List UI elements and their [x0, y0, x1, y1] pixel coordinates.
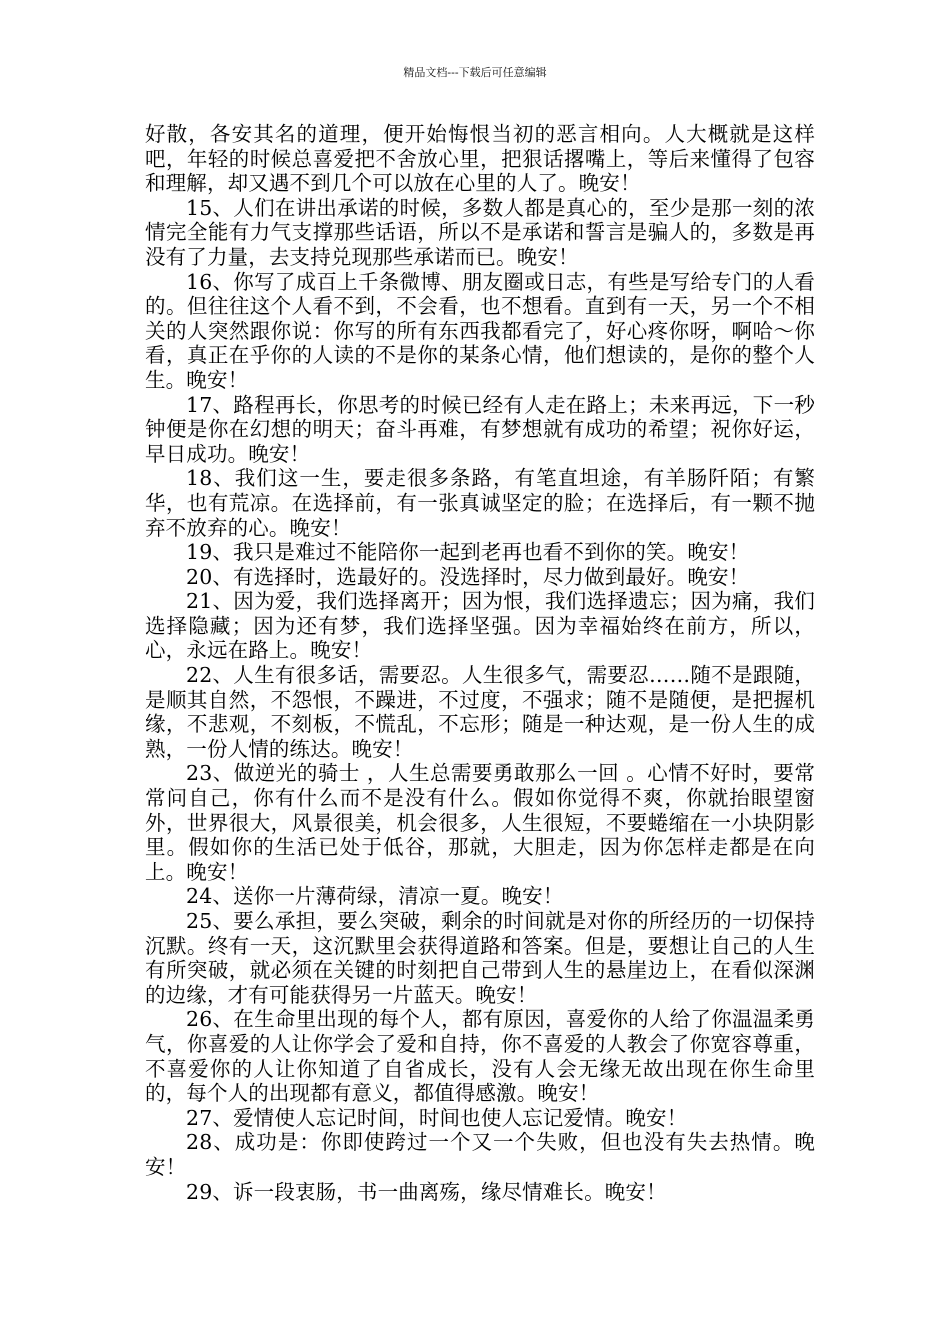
paragraph-continued: 好散，各安其名的道理，便开始悔恨当初的恶言相向。人大概就是这样吧，年轻的时候总喜爱把不舍放心里，把狠话撂嘴上，等后来懂得了包容和理解，却又遇不到几个可以放在心里的人了。晚安！ [145, 122, 815, 196]
paragraph-24: 24、送你一片薄荷绿，清凉一夏。晚安！ [186, 884, 564, 909]
paragraph-26: 26、在生命里出现的每个人，都有原因，喜爱你的人给了你温温柔勇气，你喜爱的人让你学会了爱和自持，你不喜爱的人教会了你宽容尊重，不喜爱你的人让你知道了自省成长，没有人会无缘无故出现在你生命里的，每个人的出现都有意义，都值得感激。晚安！ [145, 1007, 815, 1106]
paragraph-25: 25、要么承担，要么突破，剩余的时间就是对你的所经历的一切保持沉默。终有一天，这沉默里会获得道路和答案。但是，要想让自己的人生有所突破，就必须在关键的时刻把自己带到人生的悬崖边上，在看似深渊的边缘，才有可能获得另一片蓝天。晚安！ [145, 909, 815, 1007]
paragraph-29: 29、诉一段衷肠，书一曲离殇，缘尽情难长。晚安！ [186, 1179, 667, 1204]
paragraph-23: 23、做逆光的骑士 ，人生总需要勇敢那么一回 。心情不好时，要常常问自己，你有什么而不是没有什么。假如你觉得不爽，你就抬眼望窗外，世界很大，风景很美，机会很多，人生很短，不要蜷缩在一小块阴影里。假如你的生活已处于低谷，那就，大胆走，因为你怎样走都是在向上。晚安！ [145, 761, 815, 884]
paragraph-21: 21、因为爱，我们选择离开；因为恨，我们选择遗忘；因为痛，我们选择隐藏；因为还有梦，我们选择坚强。因为幸福始终在前方，所以，心，永远在路上。晚安！ [145, 589, 815, 663]
paragraph-17: 17、路程再长，你思考的时候已经有人走在路上；未来再远，下一秒钟便是你在幻想的明天；奋斗再难，有梦想就有成功的希望；祝你好运，早日成功。晚安！ [145, 392, 815, 466]
paragraph-19: 19、我只是难过不能陪你一起到老再也看不到你的笑。晚安！ [186, 540, 750, 565]
paragraph-27: 27、爱情使人忘记时间，时间也使人忘记爱情。晚安！ [186, 1105, 688, 1130]
paragraph-28: 28、成功是：你即使跨过一个又一个失败，但也没有失去热情。晚安！ [145, 1130, 815, 1179]
paragraph-22: 22、人生有很多话，需要忍。人生很多气，需要忍……随不是跟随，是顺其自然，不怨恨，不躁进，不过度，不强求；随不是随便，是把握机缘，不悲观，不刻板，不慌乱，不忘形；随是一种达观，是一份人生的成熟，一份人情的练达。晚安！ [145, 663, 815, 761]
paragraph-16: 16、你写了成百上千条微博、朋友圈或日志，有些是写给专门的人看的。但往往这个人看不到，不会看，也不想看。直到有一天，另一个不相关的人突然跟你说：你写的所有东西我都看完了，好心疼你呀，啊哈～你看，真正在乎你的人读的不是你的某条心情，他们想读的，是你的整个人生。晚安！ [145, 269, 815, 392]
page-header: 精品文档---下载后可任意编辑 [403, 66, 547, 79]
document-body [145, 122, 815, 1204]
paragraph-15: 15、人们在讲出承诺的时候，多数人都是真心的，至少是那一刻的浓情完全能有力气支撑那些话语，所以不是承诺和誓言是骗人的，多数是再没有了力量，去支持兑现那些承诺而已。晚安！ [145, 195, 815, 269]
paragraph-18: 18、我们这一生，要走很多条路，有笔直坦途，有羊肠阡陌；有繁华，也有荒凉。在选择前，有一张真诚坚定的脸；在选择后，有一颗不抛弃不放弃的心。晚安！ [145, 466, 815, 540]
paragraph-20: 20、有选择时，选最好的。没选择时，尽力做到最好。晚安！ [186, 564, 750, 589]
